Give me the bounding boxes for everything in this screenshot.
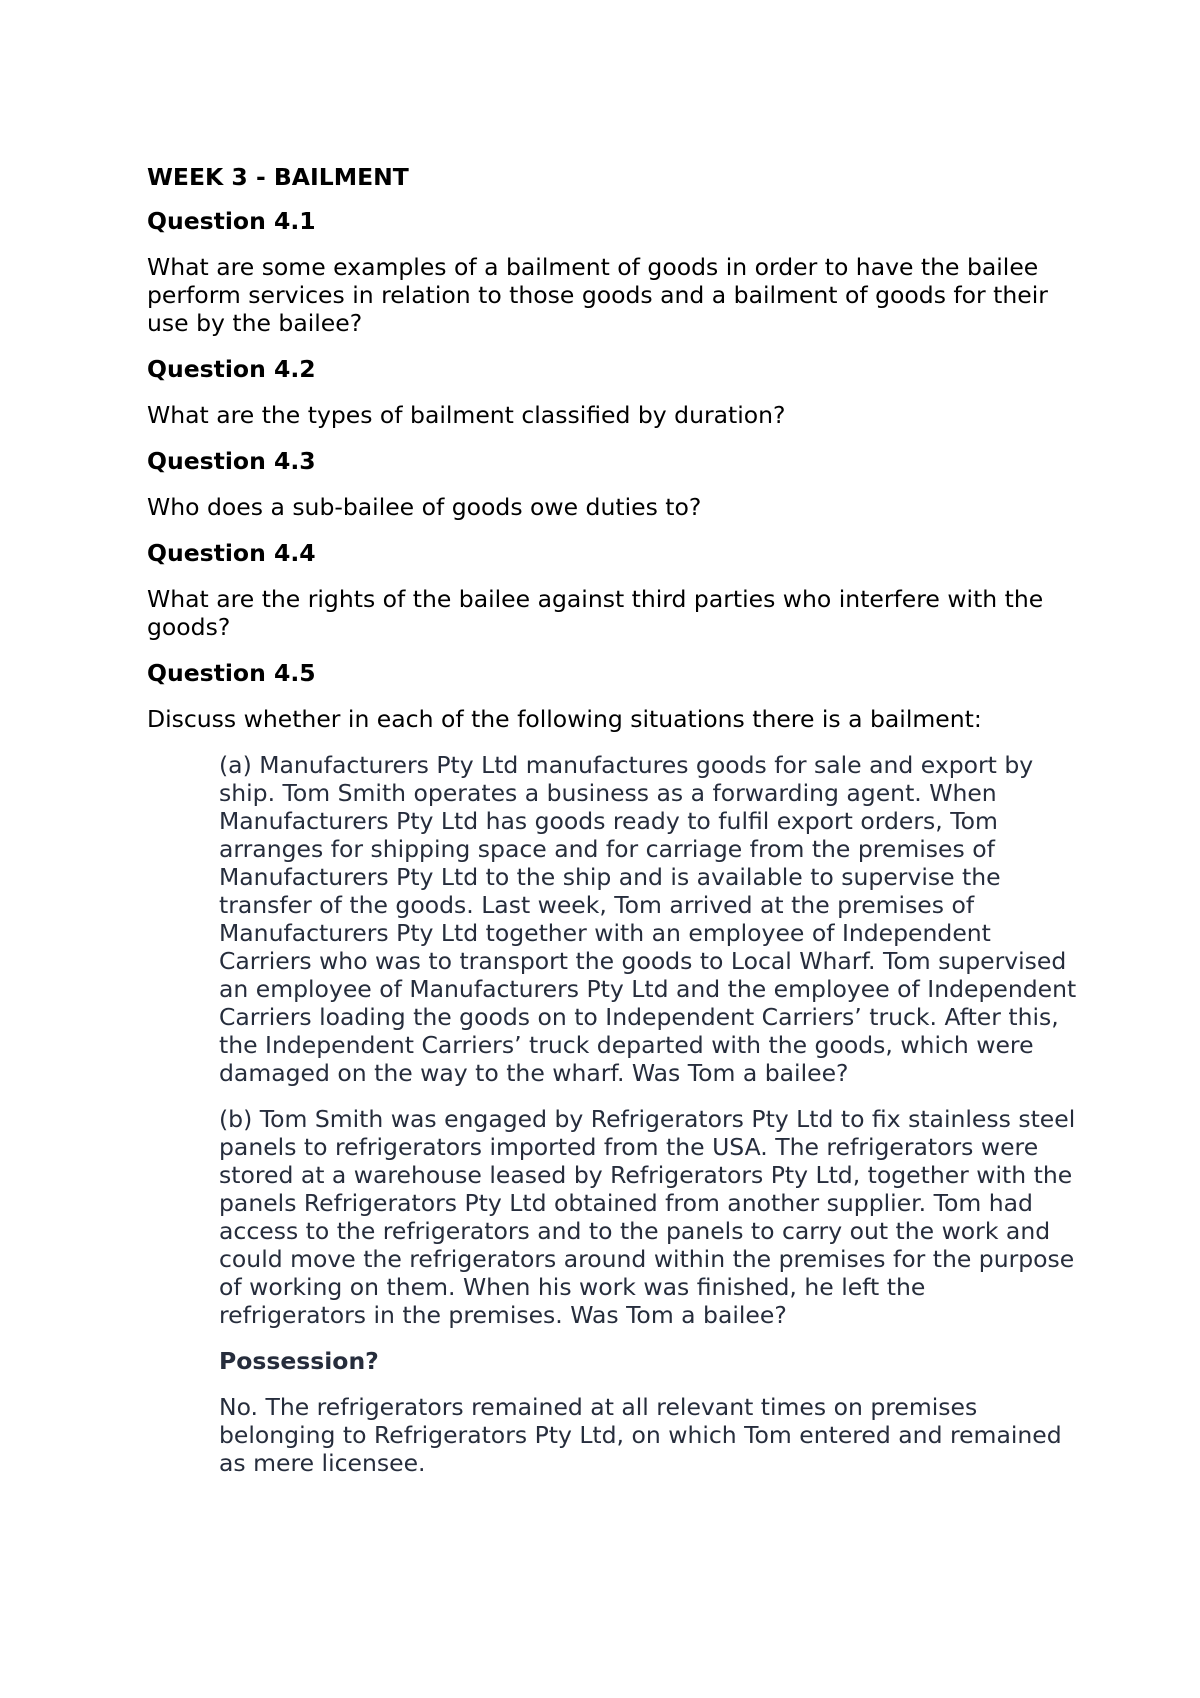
document-title: WEEK 3 - BAILMENT <box>147 163 409 191</box>
answer-heading: Possession? <box>219 1347 379 1375</box>
question-4-4-text: What are the rights of the bailee against third parties who interfere with the goods? <box>147 585 1044 641</box>
scenario-b: (b) Tom Smith was engaged by Refrigerators Pty Ltd to fix stainless steel panels to refrigerators imported from the USA. The refrigerators were stored at a warehouse leased by Refrigerators Pty Ltd, together with the panels Refrigerators Pty Ltd obtained from another supplier. Tom had access to the refrigerators and to the panels to carry out the work and could move the refrigerators around within the premises for the purpose of working on them. When his work was finished, he left the refrigerators in the premises. Was Tom a bailee? <box>219 1105 1076 1329</box>
scenario-block <box>219 751 1077 1477</box>
question-4-3-heading: Question 4.3 <box>147 447 316 475</box>
question-4-5-text: Discuss whether in each of the following situations there is a bailment: <box>147 705 982 733</box>
scenario-a: (a) Manufacturers Pty Ltd manufactures goods for sale and export by ship. Tom Smith operates a business as a forwarding agent. When Manufacturers Pty Ltd has goods ready to fulfil export orders, Tom arranges for shipping space and for carriage from the premises of Manufacturers Pty Ltd to the ship and is available to supervise the transfer of the goods. Last week, Tom arrived at the premises of Manufacturers Pty Ltd together with an employee of Independent Carriers who was to transport the goods to Local Wharf. Tom supervised an employee of Manufacturers Pty Ltd and the employee of Independent Carriers loading the goods on to Independent Carriers’ truck. After this, the Independent Carriers’ truck departed with the goods, which were damaged on the way to the wharf. Was Tom a bailee? <box>219 751 1077 1087</box>
question-4-4-heading: Question 4.4 <box>147 539 316 567</box>
question-4-3-text: Who does a sub-bailee of goods owe duties to? <box>147 493 702 521</box>
question-4-1-heading: Question 4.1 <box>147 207 316 235</box>
question-4-1-text: What are some examples of a bailment of goods in order to have the bailee perform services in relation to those goods and a bailment of goods for their use by the bailee? <box>147 253 1048 337</box>
answer-text: No. The refrigerators remained at all relevant times on premises belonging to Refrigerators Pty Ltd, on which Tom entered and remained as mere licensee. <box>219 1393 1062 1477</box>
question-4-2-heading: Question 4.2 <box>147 355 316 383</box>
question-4-5-heading: Question 4.5 <box>147 659 316 687</box>
question-4-2-text: What are the types of bailment classified by duration? <box>147 401 786 429</box>
document-page <box>147 163 1077 1495</box>
